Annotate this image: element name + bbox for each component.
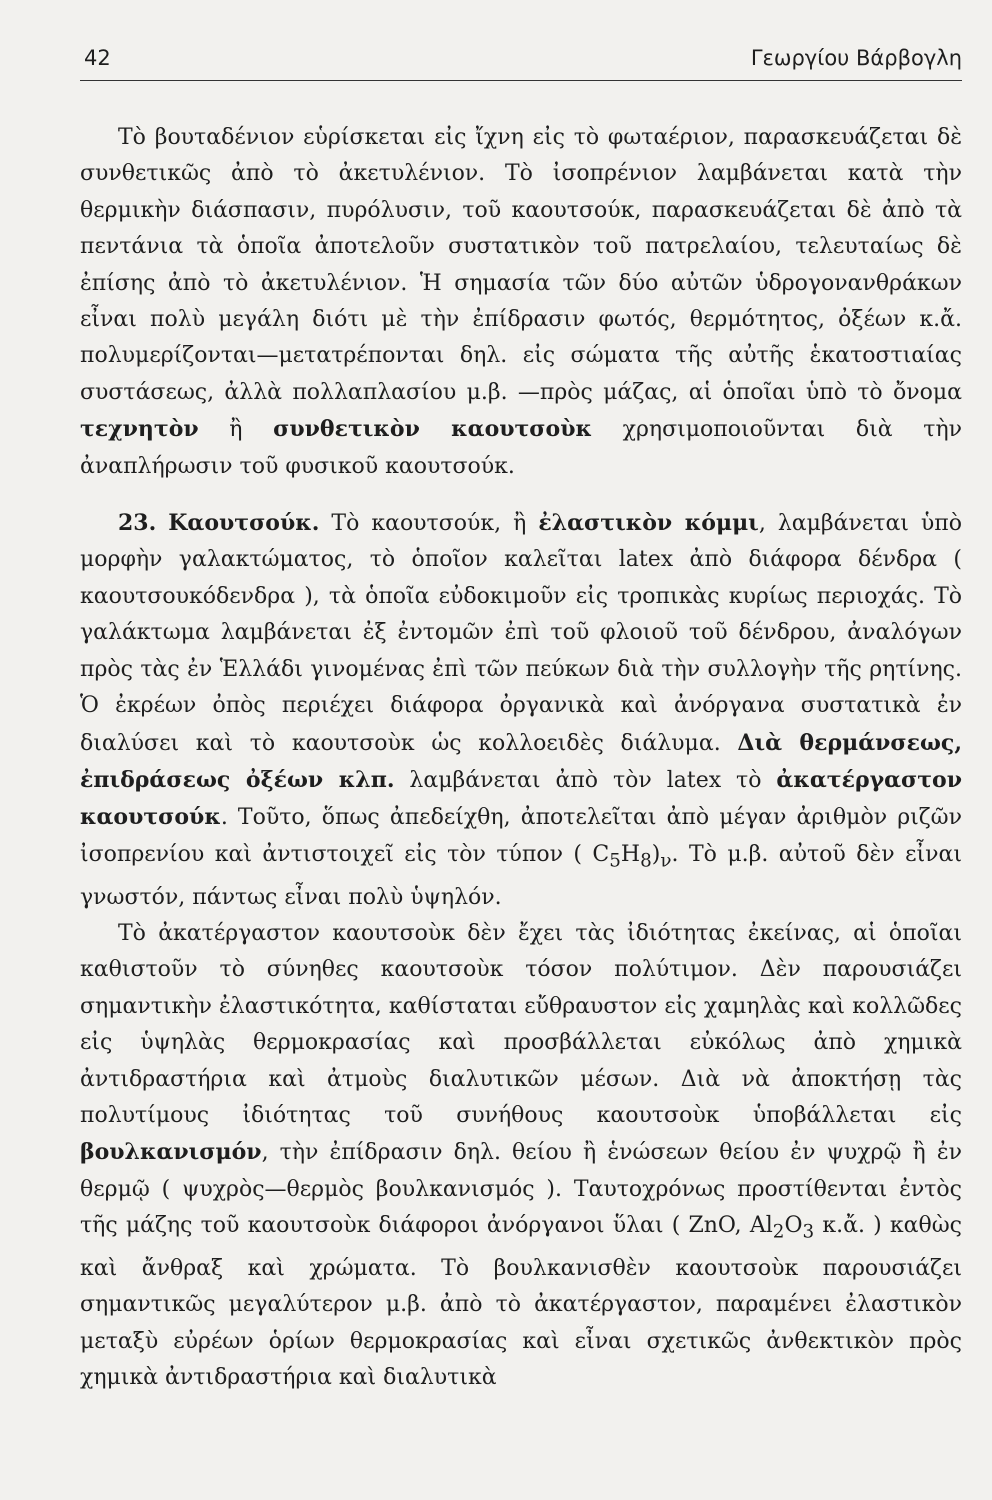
text-run: , τὴν ἐπίδρασιν δηλ. θείου ἢ ἑνώσεων θείου ἐν ψυχρῷ ἢ ἐν θερμῷ ( ψυχρὸς—θερμὸς βουλκανισμός ). Ταυτοχρόνως προστίθενται ἐντὸς τῆς μάζης τοῦ καουτσοὺκ διάφοροι ἀνόργανοι ὕλαι ( ZnO, Al: [80, 1140, 962, 1239]
bold-term-synthetic-rubber: συνθετικὸν καουτσοὺκ: [273, 416, 592, 443]
text-run: χρησιμοποιοῦνται διὰ τὴν ἀναπλήρωσιν τοῦ φυσικοῦ καουτσούκ.: [80, 417, 962, 479]
text-run: Τὸ καουτσούκ, ἢ: [319, 511, 539, 537]
header-rule: [80, 80, 962, 81]
text-run: . Τὸ μ.β. αὐτοῦ δὲν εἶναι γνωστόν, πάντως εἶναι πολὺ ὑψηλόν.: [80, 841, 962, 910]
text-run: , λαμβάνεται ὑπὸ μορφὴν γαλακτώματος, τὸ ὁποῖον καλεῖται latex ἀπὸ διάφορα δένδρα ( καουτσουκόδενδρα ), τὰ ὁποῖα εὐδοκιμοῦν εἰς τροπικὰς κυρίως περιοχάς. Τὸ γαλάκτωμα λαμβάνεται ἐξ ἐντομῶν ἐπὶ τοῦ φλοιοῦ τοῦ δένδρου, ἀναλόγων πρὸς τὰς ἐν Ἑλλάδι γινομένας ἐπὶ τῶν πεύκων διὰ τὴν συλλογὴν τῆς ρητίνης. Ὁ ἐκρέων ὀπὸς περιέχει διάφορα ὀργανικὰ καὶ ἀνόργανα συστατικὰ ἐν διαλύσει καὶ τὸ καουτσοὺκ ὡς κολλοειδὲς διάλυμα.: [80, 511, 963, 756]
bold-term-elastic-gum: ἐλαστικὸν κόμμι: [538, 510, 759, 537]
text-run: ): [651, 841, 661, 867]
page-header: [80, 42, 962, 76]
subscript: 2: [772, 1221, 785, 1243]
running-head: Γεωργίου Βάρβογλη: [750, 46, 962, 70]
bold-term-synthetic: τεχνητὸν: [80, 416, 199, 443]
section-number: 23.: [118, 510, 157, 537]
text-run: λαμβάνεται ἀπὸ τὸν latex τὸ: [394, 767, 777, 793]
paragraph-vulcanization: [80, 916, 962, 1397]
bold-term-heating: Διὰ θερμάνσεως, ἐπιδράσεως ὀξέων κλπ.: [80, 729, 962, 793]
body-text: [80, 120, 962, 1397]
page-number: 42: [84, 46, 111, 70]
paragraph-butadiene: [80, 120, 962, 485]
paragraph-rubber-section: [80, 505, 962, 916]
text-run: Τὸ ἀκατέργαστον καουτσοὺκ δὲν ἔχει τὰς ἰδιότητας ἐκείνας, αἱ ὁποῖαι καθιστοῦν τὸ σύνηθες καουτσοὺκ τόσον πολύτιμον. Δὲν παρουσιάζει σημαντικὴν ἐλαστικότητα, καθίσταται εὔθραυστον εἰς χαμηλὰς καὶ κολλῶδες εἰς ὑψηλὰς θερμοκρασίας καὶ προσβάλλεται εὐκόλως ἀπὸ χημικὰ ἀντιδραστήρια καὶ ἀτμοὺς διαλυτικῶν μέσων. Διὰ νὰ ἀποκτήσῃ τὰς πολυτίμους ἰδιότητας τοῦ συνήθους καουτσοὺκ ὑποβάλλεται εἰς: [80, 920, 962, 1128]
subscript: 3: [802, 1221, 815, 1243]
text-run: O: [784, 1213, 803, 1239]
section-title: Καουτσούκ.: [168, 510, 320, 537]
bold-term-vulcanization: βουλκανισμόν: [80, 1139, 262, 1166]
text-run: Τὸ βουταδένιον εὑρίσκεται εἰς ἴχνη εἰς τὸ φωταέριον, παρασκευάζεται δὲ συνθετικῶς ἀπὸ τὸ ἀκετυλένιον. Τὸ ἰσοπρένιον λαμβάνεται κατὰ τὴν θερμικὴν διάσπασιν, πυρόλυσιν, τοῦ καουτσούκ, παρασκευάζεται δὲ ἀπὸ τὰ πεντάνια τὰ ὁποῖα ἀποτελοῦν συστατικὸν τοῦ πατρελαίου, τελευταίως δὲ ἐπίσης ἀπὸ τὸ ἀκετυλένιον. Ἡ σημασία τῶν δύο αὐτῶν ὑδρογονανθράκων εἶναι πολὺ μεγάλη διότι μὲ τὴν ἐπίδρασιν φωτός, θερμότητος, ὀξέων κ.ἄ. πολυμερίζονται—μετατρέπονται δηλ. εἰς σώματα τῆς αὐτῆς ἑκατοστιαίας συστάσεως, ἀλλὰ πολλαπλασίου μ.β. —πρὸς μάζας, αἱ ὁποῖαι ὑπὸ τὸ ὄνομα: [80, 125, 962, 405]
text-run: H: [620, 841, 641, 867]
text-run: κ.ἄ. ) καθὼς καὶ ἄνθραξ καὶ χρώματα. Τὸ βουλκανισθὲν καουτσοὺκ παρουσιάζει σημαντικῶς μεγαλύτερον μ.β. ἀπὸ τὸ ἀκατέργαστον, παραμένει ἐλαστικὸν μεταξὺ εὐρέων ὁρίων θερμοκρασίας καὶ εἶναι σχετικῶς ἀνθεκτικὸν πρὸς χημικὰ ἀντιδραστήρια καὶ διαλυτικὰ: [80, 1213, 962, 1391]
text-run: . Τοῦτο, ὅπως ἀπεδείχθη, ἀποτελεῖται ἀπὸ μέγαν ἀριθμὸν ριζῶν ἰσοπρενίου καὶ ἀντιστοιχεῖ εἰς τὸν τύπον ( C: [80, 805, 962, 867]
subscript: 5: [609, 850, 621, 872]
subscript: ν: [660, 850, 672, 872]
bold-term-raw-rubber: ἀκατέργαστον καουτσούκ: [80, 766, 962, 831]
text-run: ἢ: [198, 417, 274, 443]
subscript: 8: [640, 850, 652, 872]
